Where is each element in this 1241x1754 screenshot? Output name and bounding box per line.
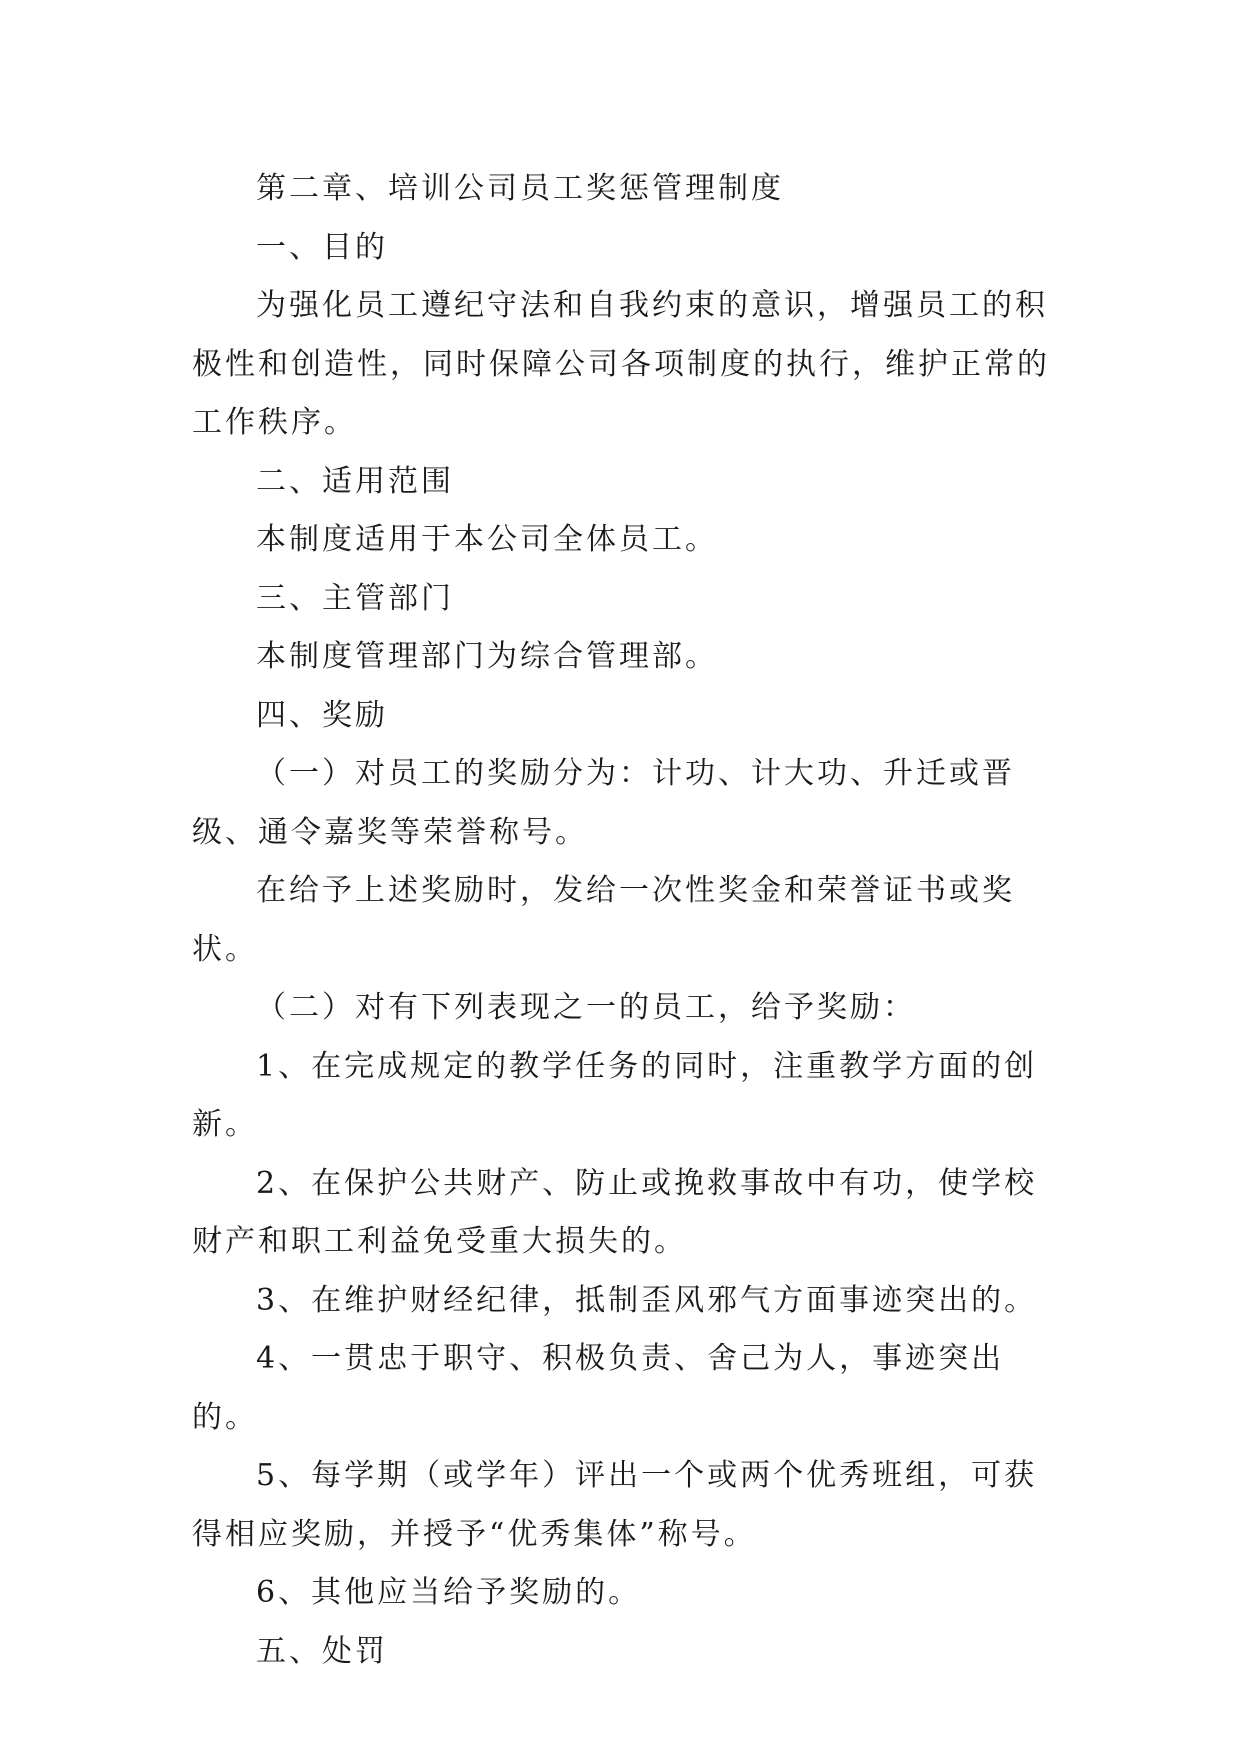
paragraph-department: 本制度管理部门为综合管理部。	[256, 639, 718, 674]
list-item: 4、一贯忠于职守、积极负责、舍己为人，事迹突出的。	[192, 1341, 1005, 1435]
list-item: 3、在维护财经纪律，抵制歪风邪气方面事迹突出的。	[256, 1282, 1038, 1318]
list-item: 6、其他应当给予奖励的。	[256, 1575, 642, 1610]
list-item: 5、每学期（或学年）评出一个或两个优秀班组，可获得相应奖励，并授予“优秀集体”称号。	[192, 1458, 1038, 1552]
section-heading-purpose: 一、目的	[256, 229, 388, 265]
paragraph-reward-conditions: （二）对有下列表现之一的员工，给予奖励：	[256, 990, 916, 1025]
list-item: 2、在保护公共财产、防止或挽救事故中有功，使学校财产和职工利益免受重大损失的。	[192, 1165, 1038, 1259]
paragraph-reward-bonus: 在给予上述奖励时，发给一次性奖金和荣誉证书或奖状。	[192, 873, 1015, 967]
chapter-title: 第二章、培训公司员工奖惩管理制度	[256, 171, 784, 206]
section-heading-rewards: 四、奖励	[256, 697, 388, 733]
section-heading-penalties: 五、处罚	[256, 1633, 388, 1669]
list-item: 1、在完成规定的教学任务的同时，注重教学方面的创新。	[192, 1048, 1038, 1142]
section-heading-scope: 二、适用范围	[256, 463, 454, 499]
paragraph-purpose: 为强化员工遵纪守法和自我约束的意识，增强员工的积极性和创造性，同时保障公司各项制度的执行，维护正常的工作秩序。	[192, 288, 1050, 440]
section-heading-department: 三、主管部门	[256, 580, 454, 616]
paragraph-reward-types: （一）对员工的奖励分为：计功、计大功、升迁或晋级、通令嘉奖等荣誉称号。	[192, 756, 1015, 850]
document-body	[192, 160, 1060, 1681]
paragraph-scope: 本制度适用于本公司全体员工。	[256, 522, 718, 557]
